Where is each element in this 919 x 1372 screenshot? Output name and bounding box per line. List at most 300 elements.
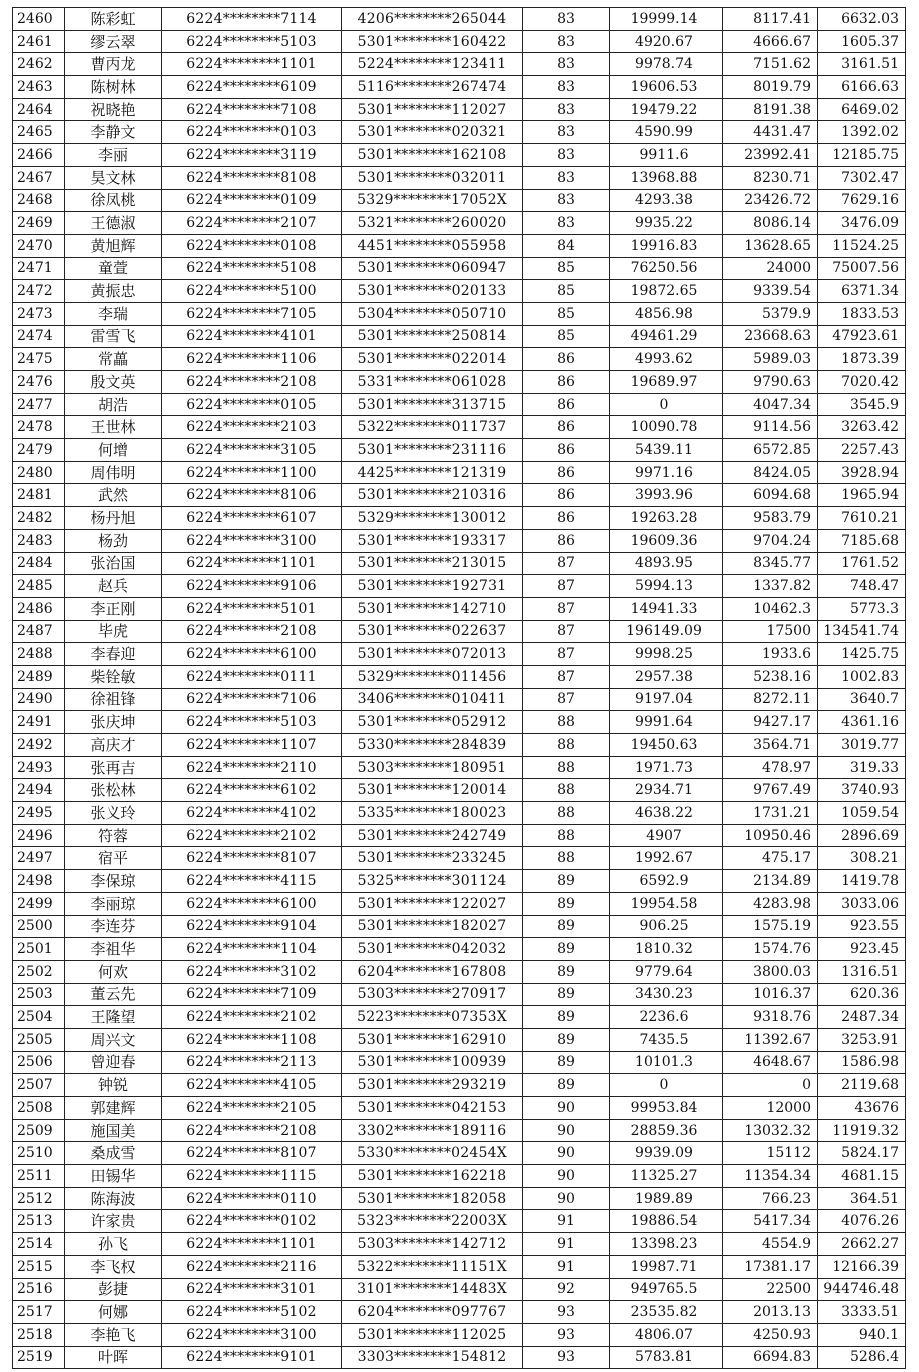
age-cell: 87 [523,575,610,598]
row-number-cell: 2469 [13,212,65,235]
amount-2-cell: 9704.24 [723,529,818,552]
table-row [13,1142,906,1165]
bank-card-number-cell: 6224********7105 [162,302,342,325]
age-cell: 83 [523,53,610,76]
amount-3-cell: 7020.42 [818,371,906,394]
row-number-cell: 2514 [13,1233,65,1256]
amount-2-cell: 5379.9 [723,302,818,325]
id-card-number-cell: 5325********301124 [342,870,523,893]
person-name-cell: 王隆望 [65,1006,162,1029]
id-card-number-cell: 3303********154812 [342,1346,523,1369]
age-cell: 86 [523,371,610,394]
bank-card-number-cell: 6224********2108 [162,620,342,643]
id-card-number-cell: 5322********011737 [342,416,523,439]
person-name-cell: 常藟 [65,348,162,371]
id-card-number-cell: 5301********213015 [342,552,523,575]
amount-1-cell: 5439.11 [610,439,723,462]
age-cell: 88 [523,779,610,802]
age-cell: 89 [523,915,610,938]
amount-3-cell: 1586.98 [818,1051,906,1074]
amount-2-cell: 6094.68 [723,484,818,507]
amount-1-cell: 1971.73 [610,756,723,779]
table-row [13,1028,906,1051]
bank-card-number-cell: 6224********1106 [162,348,342,371]
age-cell: 88 [523,734,610,757]
row-number-cell: 2497 [13,847,65,870]
bank-card-number-cell: 6224********7114 [162,8,342,31]
table-row [13,711,906,734]
table-row [13,302,906,325]
age-cell: 87 [523,620,610,643]
amount-2-cell: 23426.72 [723,189,818,212]
person-name-cell: 徐凤桃 [65,189,162,212]
amount-3-cell: 4076.26 [818,1210,906,1233]
age-cell: 85 [523,302,610,325]
amount-1-cell: 906.25 [610,915,723,938]
id-card-number-cell: 5301********060947 [342,257,523,280]
table-row [13,870,906,893]
age-cell: 85 [523,257,610,280]
id-card-number-cell: 5301********100939 [342,1051,523,1074]
row-number-cell: 2510 [13,1142,65,1165]
row-number-cell: 2504 [13,1006,65,1029]
row-number-cell: 2461 [13,30,65,53]
row-number-cell: 2506 [13,1051,65,1074]
person-name-cell: 杨劲 [65,529,162,552]
amount-1-cell: 99953.84 [610,1097,723,1120]
age-cell: 83 [523,166,610,189]
amount-3-cell: 3333.51 [818,1301,906,1324]
row-number-cell: 2519 [13,1346,65,1369]
amount-2-cell: 8424.05 [723,461,818,484]
table-row [13,212,906,235]
person-name-cell: 李瑞 [65,302,162,325]
table-row [13,189,906,212]
person-name-cell: 缪云翠 [65,30,162,53]
age-cell: 89 [523,870,610,893]
bank-card-number-cell: 6224********0102 [162,1210,342,1233]
amount-1-cell: 9991.64 [610,711,723,734]
table-row [13,847,906,870]
id-card-number-cell: 5330********02454X [342,1142,523,1165]
row-number-cell: 2482 [13,507,65,530]
amount-2-cell: 4554.9 [723,1233,818,1256]
table-row [13,529,906,552]
bank-card-number-cell: 6224********6100 [162,643,342,666]
bank-card-number-cell: 6224********9106 [162,575,342,598]
amount-1-cell: 9935.22 [610,212,723,235]
id-card-number-cell: 5301********032011 [342,166,523,189]
bank-card-number-cell: 6224********2113 [162,1051,342,1074]
row-number-cell: 2463 [13,76,65,99]
age-cell: 86 [523,439,610,462]
amount-2-cell: 23668.63 [723,325,818,348]
bank-card-number-cell: 6224********2102 [162,824,342,847]
amount-1-cell: 10090.78 [610,416,723,439]
id-card-number-cell: 5303********270917 [342,983,523,1006]
age-cell: 86 [523,507,610,530]
amount-2-cell: 13032.32 [723,1119,818,1142]
amount-2-cell: 5989.03 [723,348,818,371]
amount-3-cell: 47923.61 [818,325,906,348]
id-card-number-cell: 5301********182027 [342,915,523,938]
bank-card-number-cell: 6224********4105 [162,1074,342,1097]
amount-3-cell: 3545.9 [818,393,906,416]
bank-card-number-cell: 6224********1115 [162,1165,342,1188]
amount-1-cell: 19263.28 [610,507,723,530]
table-row [13,393,906,416]
age-cell: 88 [523,711,610,734]
table-row [13,30,906,53]
amount-2-cell: 9318.76 [723,1006,818,1029]
amount-3-cell: 364.51 [818,1187,906,1210]
amount-1-cell: 10101.3 [610,1051,723,1074]
amount-1-cell: 4806.07 [610,1323,723,1346]
table-row [13,1323,906,1346]
person-name-cell: 祝晓艳 [65,98,162,121]
row-number-cell: 2512 [13,1187,65,1210]
amount-1-cell: 4590.99 [610,121,723,144]
person-name-cell: 李丽 [65,144,162,167]
id-card-number-cell: 5301********120014 [342,779,523,802]
row-number-cell: 2503 [13,983,65,1006]
amount-3-cell: 940.1 [818,1323,906,1346]
person-name-cell: 董云先 [65,983,162,1006]
age-cell: 92 [523,1278,610,1301]
bank-card-number-cell: 6224********3105 [162,439,342,462]
amount-2-cell: 8117.41 [723,8,818,31]
age-cell: 86 [523,393,610,416]
person-name-cell: 李丽琼 [65,892,162,915]
amount-3-cell: 1833.53 [818,302,906,325]
age-cell: 86 [523,529,610,552]
id-card-number-cell: 5301********072013 [342,643,523,666]
row-number-cell: 2470 [13,234,65,257]
bank-card-number-cell: 6224********8107 [162,1142,342,1165]
id-card-number-cell: 5301********231116 [342,439,523,462]
id-card-number-cell: 5303********142712 [342,1233,523,1256]
person-name-cell: 昊文林 [65,166,162,189]
bank-card-number-cell: 6224********0108 [162,234,342,257]
amount-1-cell: 0 [610,393,723,416]
age-cell: 83 [523,98,610,121]
amount-3-cell: 4681.15 [818,1165,906,1188]
age-cell: 89 [523,892,610,915]
amount-3-cell: 3019.77 [818,734,906,757]
amount-2-cell: 10462.3 [723,597,818,620]
bank-card-number-cell: 6224********1108 [162,1028,342,1051]
amount-2-cell: 9114.56 [723,416,818,439]
table-row [13,371,906,394]
person-name-cell: 孙飞 [65,1233,162,1256]
bank-card-number-cell: 6224********2103 [162,416,342,439]
amount-1-cell: 76250.56 [610,257,723,280]
id-card-number-cell: 5301********022637 [342,620,523,643]
id-card-number-cell: 5304********050710 [342,302,523,325]
amount-2-cell: 8345.77 [723,552,818,575]
amount-3-cell: 748.47 [818,575,906,598]
id-card-number-cell: 5330********284839 [342,734,523,757]
age-cell: 86 [523,461,610,484]
table-row [13,575,906,598]
person-name-cell: 彭捷 [65,1278,162,1301]
age-cell: 91 [523,1210,610,1233]
amount-1-cell: 19450.63 [610,734,723,757]
bank-card-number-cell: 6224********6102 [162,779,342,802]
table-row [13,439,906,462]
id-card-number-cell: 5301********022014 [342,348,523,371]
age-cell: 91 [523,1255,610,1278]
bank-card-number-cell: 6224********0103 [162,121,342,144]
table-row [13,643,906,666]
row-number-cell: 2515 [13,1255,65,1278]
id-card-number-cell: 5301********182058 [342,1187,523,1210]
id-card-number-cell: 5301********193317 [342,529,523,552]
amount-1-cell: 19606.53 [610,76,723,99]
amount-2-cell: 1575.19 [723,915,818,938]
amount-2-cell: 1574.76 [723,938,818,961]
id-card-number-cell: 5301********293219 [342,1074,523,1097]
id-card-number-cell: 5116********267474 [342,76,523,99]
table-row [13,53,906,76]
person-name-cell: 叶晖 [65,1346,162,1369]
amount-1-cell: 4920.67 [610,30,723,53]
amount-1-cell: 19609.36 [610,529,723,552]
person-name-cell: 何欢 [65,960,162,983]
amount-3-cell: 5824.17 [818,1142,906,1165]
amount-2-cell: 12000 [723,1097,818,1120]
row-number-cell: 2467 [13,166,65,189]
bank-card-number-cell: 6224********2105 [162,1097,342,1120]
amount-3-cell: 3740.93 [818,779,906,802]
id-card-number-cell: 5331********061028 [342,371,523,394]
id-card-number-cell: 4451********055958 [342,234,523,257]
bank-card-number-cell: 6224********1104 [162,938,342,961]
amount-2-cell: 4648.67 [723,1051,818,1074]
age-cell: 87 [523,643,610,666]
amount-2-cell: 8230.71 [723,166,818,189]
table-row [13,461,906,484]
amount-3-cell: 1002.83 [818,665,906,688]
bank-card-number-cell: 6224********3101 [162,1278,342,1301]
row-number-cell: 2516 [13,1278,65,1301]
age-cell: 90 [523,1119,610,1142]
row-number-cell: 2479 [13,439,65,462]
person-name-cell: 张再吉 [65,756,162,779]
row-number-cell: 2517 [13,1301,65,1324]
table-row [13,257,906,280]
table-row [13,938,906,961]
id-card-number-cell: 5329********17052X [342,189,523,212]
age-cell: 88 [523,824,610,847]
amount-1-cell: 23535.82 [610,1301,723,1324]
amount-3-cell: 11919.32 [818,1119,906,1142]
id-card-number-cell: 5301********233245 [342,847,523,870]
id-card-number-cell: 5301********020133 [342,280,523,303]
person-name-cell: 胡浩 [65,393,162,416]
row-number-cell: 2509 [13,1119,65,1142]
table-row [13,76,906,99]
table-row [13,166,906,189]
row-number-cell: 2502 [13,960,65,983]
bank-card-number-cell: 6224********2108 [162,371,342,394]
person-name-cell: 宿平 [65,847,162,870]
person-name-cell: 杨丹旭 [65,507,162,530]
amount-3-cell: 620.36 [818,983,906,1006]
amount-1-cell: 28859.36 [610,1119,723,1142]
age-cell: 90 [523,1097,610,1120]
table-row [13,1233,906,1256]
id-card-number-cell: 5301********122027 [342,892,523,915]
row-number-cell: 2511 [13,1165,65,1188]
row-number-cell: 2460 [13,8,65,31]
id-card-number-cell: 5301********162910 [342,1028,523,1051]
age-cell: 90 [523,1165,610,1188]
row-number-cell: 2477 [13,393,65,416]
person-name-cell: 毕虎 [65,620,162,643]
amount-3-cell: 11524.25 [818,234,906,257]
bank-card-number-cell: 6224********9101 [162,1346,342,1369]
amount-2-cell: 2013.13 [723,1301,818,1324]
id-card-number-cell: 5301********112027 [342,98,523,121]
id-card-number-cell: 3406********010411 [342,688,523,711]
amount-1-cell: 0 [610,1074,723,1097]
table-row [13,280,906,303]
age-cell: 93 [523,1323,610,1346]
amount-3-cell: 1392.02 [818,121,906,144]
amount-2-cell: 9427.17 [723,711,818,734]
row-number-cell: 2491 [13,711,65,734]
amount-3-cell: 944746.48 [818,1278,906,1301]
person-name-cell: 陈彩虹 [65,8,162,31]
bank-card-number-cell: 6224********7109 [162,983,342,1006]
id-card-number-cell: 5329********130012 [342,507,523,530]
amount-3-cell: 5286.4 [818,1346,906,1369]
person-name-cell: 李连芬 [65,915,162,938]
table-row [13,484,906,507]
row-number-cell: 2484 [13,552,65,575]
amount-3-cell: 319.33 [818,756,906,779]
bank-card-number-cell: 6224********8108 [162,166,342,189]
age-cell: 86 [523,416,610,439]
person-name-cell: 曾迎春 [65,1051,162,1074]
amount-2-cell: 9790.63 [723,371,818,394]
amount-3-cell: 7302.47 [818,166,906,189]
amount-2-cell: 6694.83 [723,1346,818,1369]
age-cell: 90 [523,1142,610,1165]
amount-3-cell: 3476.09 [818,212,906,235]
amount-3-cell: 5773.3 [818,597,906,620]
amount-2-cell: 5417.34 [723,1210,818,1233]
amount-1-cell: 9779.64 [610,960,723,983]
id-card-number-cell: 5301********052912 [342,711,523,734]
id-card-number-cell: 5301********192731 [342,575,523,598]
amount-3-cell: 3253.91 [818,1028,906,1051]
row-number-cell: 2496 [13,824,65,847]
amount-2-cell: 13628.65 [723,234,818,257]
amount-3-cell: 1059.54 [818,802,906,825]
amount-1-cell: 14941.33 [610,597,723,620]
bank-card-number-cell: 6224********8106 [162,484,342,507]
table-row [13,802,906,825]
bank-card-number-cell: 6224********6107 [162,507,342,530]
amount-2-cell: 0 [723,1074,818,1097]
age-cell: 89 [523,960,610,983]
age-cell: 91 [523,1233,610,1256]
age-cell: 87 [523,597,610,620]
amount-2-cell: 3564.71 [723,734,818,757]
table-row [13,960,906,983]
id-card-number-cell: 5301********250814 [342,325,523,348]
id-card-number-cell: 5323********22003X [342,1210,523,1233]
person-name-cell: 雷雪飞 [65,325,162,348]
age-cell: 87 [523,665,610,688]
table-row [13,597,906,620]
table-row [13,779,906,802]
amount-3-cell: 2119.68 [818,1074,906,1097]
table-row [13,348,906,371]
amount-3-cell: 6632.03 [818,8,906,31]
row-number-cell: 2466 [13,144,65,167]
person-name-cell: 符蓉 [65,824,162,847]
amount-1-cell: 7435.5 [610,1028,723,1051]
amount-2-cell: 4283.98 [723,892,818,915]
table-row [13,1006,906,1029]
amount-3-cell: 1425.75 [818,643,906,666]
bank-card-number-cell: 6224********2116 [162,1255,342,1278]
age-cell: 83 [523,8,610,31]
id-card-number-cell: 5301********112025 [342,1323,523,1346]
table-row [13,1051,906,1074]
id-card-number-cell: 5301********242749 [342,824,523,847]
amount-2-cell: 4666.67 [723,30,818,53]
person-name-cell: 黄振忠 [65,280,162,303]
row-number-cell: 2507 [13,1074,65,1097]
row-number-cell: 2500 [13,915,65,938]
row-number-cell: 2499 [13,892,65,915]
row-number-cell: 2518 [13,1323,65,1346]
person-name-cell: 何娜 [65,1301,162,1324]
row-number-cell: 2489 [13,665,65,688]
row-number-cell: 2471 [13,257,65,280]
amount-2-cell: 8019.79 [723,76,818,99]
amount-3-cell: 43676 [818,1097,906,1120]
bank-card-number-cell: 6224********5102 [162,1301,342,1324]
row-number-cell: 2498 [13,870,65,893]
amount-1-cell: 9197.04 [610,688,723,711]
amount-1-cell: 2957.38 [610,665,723,688]
amount-1-cell: 9998.25 [610,643,723,666]
table-row [13,98,906,121]
amount-1-cell: 2236.6 [610,1006,723,1029]
age-cell: 83 [523,144,610,167]
amount-3-cell: 2662.27 [818,1233,906,1256]
amount-1-cell: 4293.38 [610,189,723,212]
row-number-cell: 2483 [13,529,65,552]
bank-card-number-cell: 6224********2108 [162,1119,342,1142]
amount-3-cell: 1419.78 [818,870,906,893]
amount-2-cell: 17500 [723,620,818,643]
amount-3-cell: 12166.39 [818,1255,906,1278]
row-number-cell: 2490 [13,688,65,711]
amount-1-cell: 2934.71 [610,779,723,802]
amount-2-cell: 7151.62 [723,53,818,76]
amount-2-cell: 1016.37 [723,983,818,1006]
person-name-cell: 柴铨敏 [65,665,162,688]
amount-1-cell: 4638.22 [610,802,723,825]
age-cell: 93 [523,1346,610,1369]
table-row [13,1278,906,1301]
